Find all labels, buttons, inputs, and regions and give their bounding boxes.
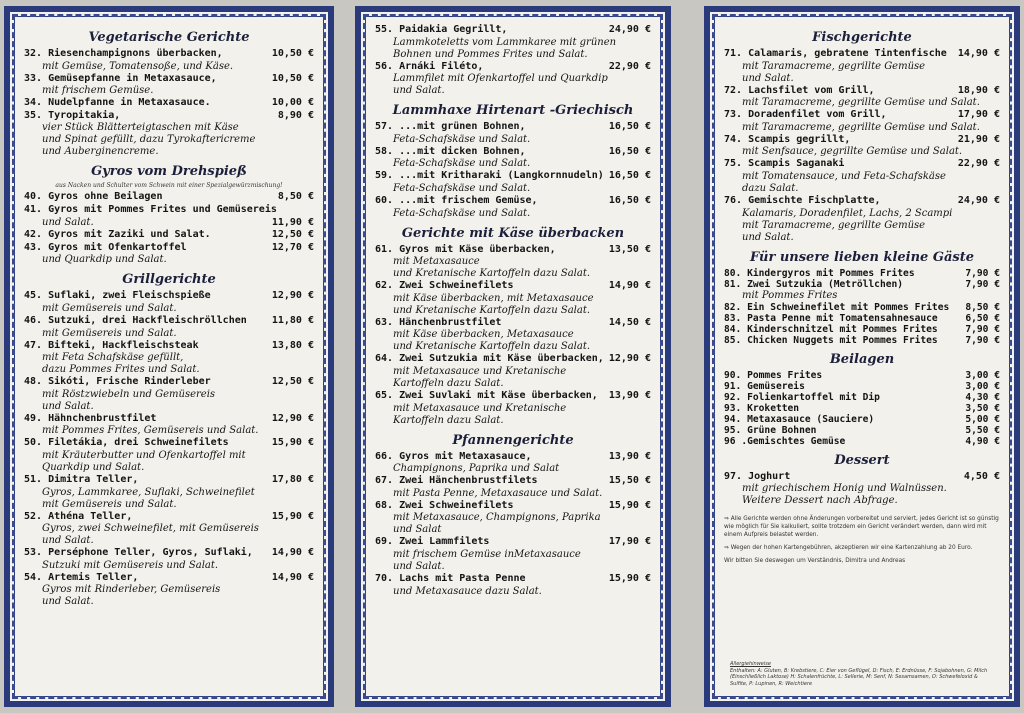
menu-item bbox=[24, 204, 314, 229]
menu-item bbox=[724, 109, 1000, 134]
menu-item-name: 83. Pasta Penne mit Tomatensahnesauce bbox=[724, 312, 938, 324]
menu-item-name: 45. Suflaki, zwei Fleischspieße bbox=[24, 290, 211, 302]
menu-item-price: 7,90 € bbox=[965, 267, 1000, 279]
menu-item bbox=[24, 290, 314, 315]
menu-item bbox=[724, 158, 1000, 195]
menu-item bbox=[724, 134, 1000, 159]
menu-item-price: 4,30 € bbox=[965, 391, 1000, 403]
menu-item-description: und Salat. bbox=[742, 231, 794, 243]
menu-section bbox=[375, 226, 651, 427]
menu-item-description: mit Pommes Frites, Gemüsereis und Salat. bbox=[42, 425, 259, 437]
menu-item-description: mit frischem Gemüse. bbox=[42, 85, 154, 97]
menu-item-price: 11,90 € bbox=[271, 216, 314, 228]
menu-item-price: 17,90 € bbox=[608, 536, 651, 548]
menu-item bbox=[24, 97, 314, 110]
menu-item-price: 5,00 € bbox=[965, 413, 1000, 425]
menu-item bbox=[724, 425, 1000, 436]
menu-item-name: 90. Pommes Frites bbox=[724, 369, 823, 381]
menu-item-name: 49. Hähnchenbrustfilet bbox=[24, 412, 157, 424]
menu-item bbox=[724, 195, 1000, 244]
menu-item-price: 21,90 € bbox=[957, 133, 1000, 145]
menu-item-price: 12,70 € bbox=[271, 241, 314, 253]
menu-item-price: 15,90 € bbox=[271, 437, 314, 449]
menu-item-name: 74. Scampis gegrillt, bbox=[724, 133, 851, 145]
menu-item-name: 41. Gyros mit Pommes Frites und Gemüsereis bbox=[24, 203, 277, 215]
menu-item-name: 35. Tyropitakia, bbox=[24, 109, 121, 121]
menu-item bbox=[24, 48, 314, 73]
menu-item-description: Sutzuki mit Gemüsereis und Salat. bbox=[42, 559, 219, 571]
menu-item bbox=[24, 191, 314, 204]
menu-item-description: mit Senfsauce, gegrillte Gemüse und Salat. bbox=[742, 146, 963, 158]
menu-panel-middle bbox=[355, 6, 671, 707]
menu-item-name: 43. Gyros mit Ofenkartoffel bbox=[24, 241, 187, 253]
menu-item-description: Gyros, Lammkaree, Suflaki, Schweinefilet bbox=[42, 486, 255, 498]
menu-item bbox=[724, 48, 1000, 85]
menu-item-description: und Salat. bbox=[42, 400, 94, 412]
menu-item-name: 97. Joghurt bbox=[724, 470, 791, 482]
menu-item-description: mit Gemüse, Tomatensoße, und Käse. bbox=[42, 60, 234, 72]
menu-item-name: 96 .Gemischtes Gemüse bbox=[724, 435, 846, 447]
menu-item bbox=[375, 500, 651, 537]
menu-item-price: 14,50 € bbox=[608, 316, 651, 328]
section-subtitle: aus Nacken und Schulter vom Schwein mit einer Spezialgewürzmischung! bbox=[55, 182, 283, 190]
menu-item-name: 67. Zwei Hänchenbrustfilets bbox=[375, 475, 538, 487]
allergen-title: Allergiehinweise bbox=[730, 661, 771, 667]
menu-item bbox=[24, 413, 314, 438]
menu-item bbox=[375, 573, 651, 598]
menu-item-name: 91. Gemüsereis bbox=[724, 380, 805, 392]
menu-item-price: 16,50 € bbox=[608, 121, 651, 133]
menu-item-description: Kartoffeln dazu Salat. bbox=[393, 377, 504, 389]
menu-item-name: 62. Zwei Schweinefilets bbox=[375, 280, 514, 292]
section-title: Vegetarische Gerichte bbox=[88, 30, 250, 45]
menu-item-description: mit Taramacreme, gegrillte Gemüse und Salat. bbox=[742, 121, 980, 133]
menu-item-description: mit Metaxasauce, Champignons, Paprika bbox=[393, 512, 601, 524]
menu-item-description: und Salat. bbox=[393, 560, 445, 572]
menu-item-description: Feta-Schafskäse und Salat. bbox=[393, 207, 531, 219]
menu-note: ⇒ Wegen der hohen Kartengebühren, akzeptieren wir eine Kartenzahlung ab 20 Euro. bbox=[724, 545, 973, 552]
menu-item bbox=[724, 414, 1000, 425]
menu-item-price: 12,50 € bbox=[271, 376, 314, 388]
menu-item bbox=[24, 572, 314, 609]
menu-item-description: und Salat. bbox=[42, 535, 94, 547]
menu-item-description: und Kretanische Kartoffeln dazu Salat. bbox=[393, 341, 591, 353]
menu-item-price: 10,00 € bbox=[271, 97, 314, 109]
menu-item-price: 4,90 € bbox=[965, 435, 1000, 447]
menu-item bbox=[724, 324, 1000, 335]
menu-section bbox=[24, 272, 314, 608]
menu-item-price: 3,00 € bbox=[965, 369, 1000, 381]
menu-item-name: 50. Filetákia, drei Schweinefilets bbox=[24, 437, 229, 449]
menu-item-description: Lammfilet mit Ofenkartoffel und Quarkdip bbox=[393, 73, 608, 85]
menu-item-description: mit Tomatensauce, und Feta-Schafskäse bbox=[742, 170, 946, 182]
menu-item bbox=[724, 471, 1000, 508]
section-title: Grillgerichte bbox=[122, 272, 216, 288]
menu-item-description: mit Metaxasauce und Kretanische bbox=[393, 402, 567, 414]
menu-item-description: mit Gemüsereis und Salat. bbox=[42, 327, 177, 339]
menu-item bbox=[375, 451, 651, 476]
menu-item-description: und Salat. bbox=[393, 85, 445, 97]
menu-item-name: 48. Sikóti, Frische Rinderleber bbox=[24, 376, 211, 388]
menu-item-description: mit Käse überbacken, mit Metaxasauce bbox=[393, 292, 594, 304]
menu-item-price: 13,80 € bbox=[271, 339, 314, 351]
menu-item-price: 10,50 € bbox=[271, 48, 314, 59]
menu-item-name: 51. Dimitra Teller, bbox=[24, 473, 139, 485]
menu-item-price: 12,90 € bbox=[608, 353, 651, 365]
section-title: Für unsere lieben kleine Gäste bbox=[750, 249, 974, 265]
menu-item bbox=[724, 392, 1000, 403]
menu-note: ⇒ Alle Gerichte werden ohne Änderungen vorbereitet und serviert, jedes Gericht ist so günstig wie möglich für Sie kalkuliert, sollte trotzdem ein Gericht verändert werden, dann wird mit einem Aufpreis belastet werden. bbox=[724, 516, 999, 539]
menu-item-price: 13,50 € bbox=[608, 243, 651, 255]
menu-section bbox=[724, 352, 1000, 447]
menu-item-price: 22,90 € bbox=[957, 158, 1000, 170]
menu-item-name: 66. Gyros mit Metaxasauce, bbox=[375, 450, 532, 462]
menu-item-price: 17,80 € bbox=[271, 473, 314, 485]
menu-item-description: mit Metaxasauce und Kretanische bbox=[393, 365, 567, 377]
menu-item bbox=[724, 279, 1000, 302]
section-title: Beilagen bbox=[829, 351, 895, 367]
menu-notes bbox=[724, 515, 1000, 565]
menu-item-name: 46. Sutzuki, drei Hackfleischröllchen bbox=[24, 314, 247, 326]
menu-item-description: Weitere Dessert nach Abfrage. bbox=[742, 495, 898, 507]
menu-item-description: mit Gemüsereis und Salat. bbox=[42, 302, 177, 314]
menu-item-description: mit griechischem Honig und Walnüssen. bbox=[742, 483, 947, 495]
menu-item-name: 72. Lachsfilet vom Grill, bbox=[724, 84, 875, 96]
menu-item-description: Feta-Schafskäse und Salat. bbox=[393, 182, 531, 194]
menu-item-name: 54. Artemis Teller, bbox=[24, 571, 139, 583]
menu-item-name: 81. Zwei Sutzukia (Metröllchen) bbox=[724, 278, 904, 290]
menu-item-price: 15,90 € bbox=[608, 499, 651, 511]
menu-item-name: 33. Gemüsepfanne in Metaxasauce, bbox=[24, 72, 217, 84]
menu-item-price: 24,90 € bbox=[957, 194, 1000, 206]
menu-item bbox=[375, 244, 651, 281]
menu-item-name: 42. Gyros mit Zaziki und Salat. bbox=[24, 229, 211, 241]
menu-item-price: 18,90 € bbox=[957, 84, 1000, 96]
menu-section bbox=[375, 103, 651, 219]
menu-note: Wir bitten Sie deswegen um Verständnis, Dimitra und Andreas bbox=[724, 558, 906, 565]
menu-item bbox=[375, 170, 651, 195]
menu-item-description: und Quarkdip und Salat. bbox=[42, 254, 167, 266]
menu-item-price: 3,50 € bbox=[965, 402, 1000, 414]
menu-section bbox=[724, 453, 1000, 508]
menu-item-description: mit Taramacreme, gegrillte Gemüse bbox=[742, 219, 926, 231]
menu-item-name: 93. Kroketten bbox=[724, 402, 800, 414]
menu-item-price: 16,50 € bbox=[608, 170, 651, 182]
menu-item-price: 7,90 € bbox=[965, 334, 1000, 346]
menu-item-price: 17,90 € bbox=[957, 109, 1000, 121]
menu-item-name: 34. Nudelpfanne in Metaxasauce. bbox=[24, 97, 211, 109]
menu-item-price: 15,90 € bbox=[608, 572, 651, 584]
menu-item-name: 65. Zwei Suvlaki mit Käse überbacken, bbox=[375, 389, 598, 401]
menu-item-price: 6,50 € bbox=[965, 312, 1000, 324]
menu-item-price: 24,90 € bbox=[608, 24, 651, 35]
menu-item-description: mit Käse überbacken, Metaxasauce bbox=[393, 329, 574, 341]
menu-item-name: 60. ...mit frischem Gemüse, bbox=[375, 194, 538, 206]
section-title: Pfannengerichte bbox=[452, 432, 574, 448]
menu-item-name: 69. Zwei Lammfilets bbox=[375, 536, 490, 548]
menu-panel-left bbox=[4, 6, 334, 707]
menu-item-description: mit Pommes Frites bbox=[742, 289, 838, 301]
menu-item-description: Lammkoteletts vom Lammkaree mit grünen bbox=[393, 36, 617, 48]
menu-item bbox=[724, 381, 1000, 392]
menu-section bbox=[724, 250, 1000, 346]
menu-item-description: vier Stück Blätterteigtaschen mit Käse bbox=[42, 122, 239, 134]
menu-item-description: mit Pasta Penne, Metaxasauce und Salat. bbox=[393, 487, 603, 499]
menu-item-price: 12,50 € bbox=[271, 229, 314, 241]
menu-item-description: mit Röstzwiebeln und Gemüsereis bbox=[42, 388, 216, 400]
menu-item-description: und Salat. bbox=[742, 72, 794, 84]
menu-item bbox=[24, 242, 314, 267]
menu-section bbox=[375, 433, 651, 598]
menu-item bbox=[375, 317, 651, 354]
menu-item bbox=[24, 110, 314, 159]
menu-item bbox=[724, 313, 1000, 324]
menu-item-price: 12,90 € bbox=[271, 412, 314, 424]
menu-item-price: 8,50 € bbox=[277, 191, 314, 203]
menu-item-price: 14,90 € bbox=[957, 48, 1000, 59]
menu-item bbox=[24, 511, 314, 548]
menu-item-price: 12,90 € bbox=[271, 290, 314, 302]
menu-item bbox=[375, 121, 651, 146]
menu-item-description: dazu Salat. bbox=[742, 182, 799, 194]
menu-item-name: 59. ...mit Kritharaki (Langkornnudeln) bbox=[375, 170, 604, 182]
menu-item-name: 58. ...mit dicken Bohnen, bbox=[375, 145, 526, 157]
menu-item-name: 64. Zwei Sutzukia mit Käse überbacken, bbox=[375, 353, 604, 365]
menu-item-name: 61. Gyros mit Käse überbacken, bbox=[375, 243, 556, 255]
menu-item-description: Bohnen und Pommes Frites und Salat. bbox=[393, 48, 588, 60]
menu-item bbox=[24, 73, 314, 98]
menu-item-name: 47. Bifteki, Hackfleischsteak bbox=[24, 339, 199, 351]
menu-item-description: mit Taramacreme, gegrillte Gemüse und Salat. bbox=[742, 97, 980, 109]
menu-item-description: und Salat. bbox=[42, 216, 94, 228]
menu-item-name: 71. Calamaris, gebratene Tintenfische bbox=[724, 48, 947, 59]
menu-item bbox=[375, 390, 651, 427]
menu-item-description: Gyros, zwei Schweinefilet, mit Gemüsereis bbox=[42, 523, 259, 535]
menu-item-description: dazu Pommes Frites und Salat. bbox=[42, 364, 200, 376]
section-title: Lammhaxe Hirtenart -Griechisch bbox=[392, 103, 634, 119]
menu-item bbox=[24, 376, 314, 413]
menu-panel-right-body bbox=[724, 30, 1000, 507]
allergen-notice bbox=[730, 661, 994, 687]
menu-item-price: 14,90 € bbox=[271, 547, 314, 559]
menu-item bbox=[24, 229, 314, 242]
menu-panel-right bbox=[704, 6, 1020, 707]
menu-item-name: 73. Doradenfilet vom Grill, bbox=[724, 109, 887, 121]
menu-item-price: 13,90 € bbox=[608, 389, 651, 401]
menu-item-description: Feta-Schafskäse und Salat. bbox=[393, 158, 531, 170]
menu-section bbox=[724, 30, 1000, 244]
menu-item-price: 7,90 € bbox=[965, 278, 1000, 290]
menu-item-name: 85. Chicken Nuggets mit Pommes Frites bbox=[724, 334, 938, 346]
menu-item-description: und Kretanische Kartoffeln dazu Salat. bbox=[393, 268, 591, 280]
menu-item-description: mit frischem Gemüse inMetaxasauce bbox=[393, 548, 581, 560]
menu-item-price: 4,50 € bbox=[963, 470, 1000, 482]
menu-item-description: mit Feta Schafskäse gefüllt, bbox=[42, 352, 184, 364]
menu-item-name: 95. Grüne Bohnen bbox=[724, 424, 817, 436]
menu-item bbox=[24, 547, 314, 572]
menu-item bbox=[24, 315, 314, 340]
menu-item bbox=[375, 475, 651, 500]
menu-item-price: 3,00 € bbox=[965, 380, 1000, 392]
menu-item-description: mit Metaxasauce bbox=[393, 256, 480, 268]
menu-item-description: und Auberginencreme. bbox=[42, 146, 159, 158]
menu-section bbox=[375, 24, 651, 97]
menu-item-name: 84. Kinderschnitzel mit Pommes Frites bbox=[724, 323, 938, 335]
menu-item-description: Feta-Schafskäse und Salat. bbox=[393, 133, 531, 145]
menu-item-name: 76. Gemischte Fischplatte, bbox=[724, 194, 881, 206]
section-title: Gyros vom Drehspieß bbox=[91, 164, 247, 180]
menu-item-price: 16,50 € bbox=[608, 145, 651, 157]
menu-item-name: 80. Kindergyros mit Pommes Frites bbox=[724, 267, 915, 279]
menu-item-name: 40. Gyros ohne Beilagen bbox=[24, 191, 163, 203]
section-title: Gerichte mit Käse überbacken bbox=[401, 225, 625, 241]
menu-item-name: 70. Lachs mit Pasta Penne bbox=[375, 572, 526, 584]
menu-item bbox=[375, 146, 651, 171]
menu-item bbox=[375, 195, 651, 220]
menu-item-description: und Salat. bbox=[42, 596, 94, 608]
menu-item-name: 55. Paidakia Gegrillt, bbox=[375, 24, 508, 35]
menu-item bbox=[375, 24, 651, 61]
menu-item-price: 10,50 € bbox=[271, 72, 314, 84]
menu-item-name: 52. Athéna Teller, bbox=[24, 510, 133, 522]
menu-item bbox=[375, 353, 651, 390]
menu-item bbox=[375, 280, 651, 317]
menu-section bbox=[24, 164, 314, 266]
menu-item-description: Kalamaris, Doradenfilet, Lachs, 2 Scampi bbox=[742, 207, 953, 219]
menu-item bbox=[724, 335, 1000, 346]
menu-item-name: 75. Scampis Saganaki bbox=[724, 158, 845, 170]
menu-item bbox=[724, 302, 1000, 313]
menu-item-name: 32. Riesenchampignons überbacken, bbox=[24, 48, 223, 59]
menu-item-description: Gyros mit Rinderleber, Gemüsereis bbox=[42, 584, 221, 596]
menu-item-description: mit Gemüsereis und Salat. bbox=[42, 498, 177, 510]
menu-item-price: 8,50 € bbox=[965, 301, 1000, 313]
menu-item-price: 8,90 € bbox=[277, 109, 314, 121]
menu-item bbox=[724, 436, 1000, 447]
menu-item bbox=[24, 474, 314, 511]
menu-item bbox=[24, 340, 314, 377]
menu-item bbox=[724, 268, 1000, 279]
menu-item-description: mit Kräuterbutter und Ofenkartoffel mit bbox=[42, 449, 246, 461]
menu-item-name: 57. ...mit grünen Bohnen, bbox=[375, 121, 526, 133]
menu-item-name: 63. Hänchenbrustfilet bbox=[375, 316, 502, 328]
menu-item-name: 94. Metaxasauce (Sauciere) bbox=[724, 413, 875, 425]
menu-item-description: und Spinat gefüllt, dazu Tyrokaftericreme bbox=[42, 134, 256, 146]
menu-item-price: 7,90 € bbox=[965, 323, 1000, 335]
menu-item bbox=[724, 370, 1000, 381]
menu-section bbox=[24, 30, 314, 158]
menu-item-description: und Kretanische Kartoffeln dazu Salat. bbox=[393, 304, 591, 316]
menu-item-name: 92. Folienkartoffel mit Dip bbox=[724, 391, 880, 403]
menu-item bbox=[724, 85, 1000, 110]
menu-item-name: 56. Arnáki Filéto, bbox=[375, 60, 484, 72]
menu-item-description: Champignons, Paprika und Salat bbox=[393, 463, 560, 475]
allergen-text: Enthalten: A: Gluten, B: Krebstiere, C: Eier von Geflügel, D: Fisch, E: Erdnüsse, F: Sojabohnen, G: Milch (Einschließlich Laktose) H: Schalenfrüchte, L: Sellerie, M: Senf, N: Sesamsamen, O: Schwefeloxid & Sulfite, P: Lupinen, R: Weichtiere bbox=[730, 667, 988, 687]
menu-item-price: 11,80 € bbox=[271, 314, 314, 326]
menu-item-price: 16,50 € bbox=[608, 194, 651, 206]
menu-item-name: 82. Ein Schweinefilet mit Pommes Frites bbox=[724, 301, 950, 313]
menu-item-description: und Salat bbox=[393, 524, 442, 536]
menu-item-price: 5,50 € bbox=[965, 424, 1000, 436]
menu-item-price: 15,90 € bbox=[271, 510, 314, 522]
menu-item-description: Quarkdip und Salat. bbox=[42, 461, 145, 473]
menu-item bbox=[724, 403, 1000, 414]
menu-item-description: Kartoffeln dazu Salat. bbox=[393, 414, 504, 426]
menu-item-name: 53. Perséphone Teller, Gyros, Suflaki, bbox=[24, 547, 253, 559]
menu-item-price: 14,90 € bbox=[271, 571, 314, 583]
menu-item-price: 14,90 € bbox=[608, 280, 651, 292]
menu-item-price: 13,90 € bbox=[608, 450, 651, 462]
menu-item bbox=[24, 437, 314, 474]
section-title: Dessert bbox=[834, 452, 890, 468]
menu-item-price: 22,90 € bbox=[608, 60, 651, 72]
menu-item bbox=[375, 536, 651, 573]
menu-item-price: 15,50 € bbox=[608, 475, 651, 487]
menu-item-name: 68. Zwei Schweinefilets bbox=[375, 499, 514, 511]
menu-item bbox=[375, 61, 651, 98]
menu-item-description: und Metaxasauce dazu Salat. bbox=[393, 585, 542, 597]
section-title: Fischgerichte bbox=[812, 30, 912, 45]
menu-item-description: mit Taramacreme, gegrillte Gemüse bbox=[742, 60, 926, 72]
